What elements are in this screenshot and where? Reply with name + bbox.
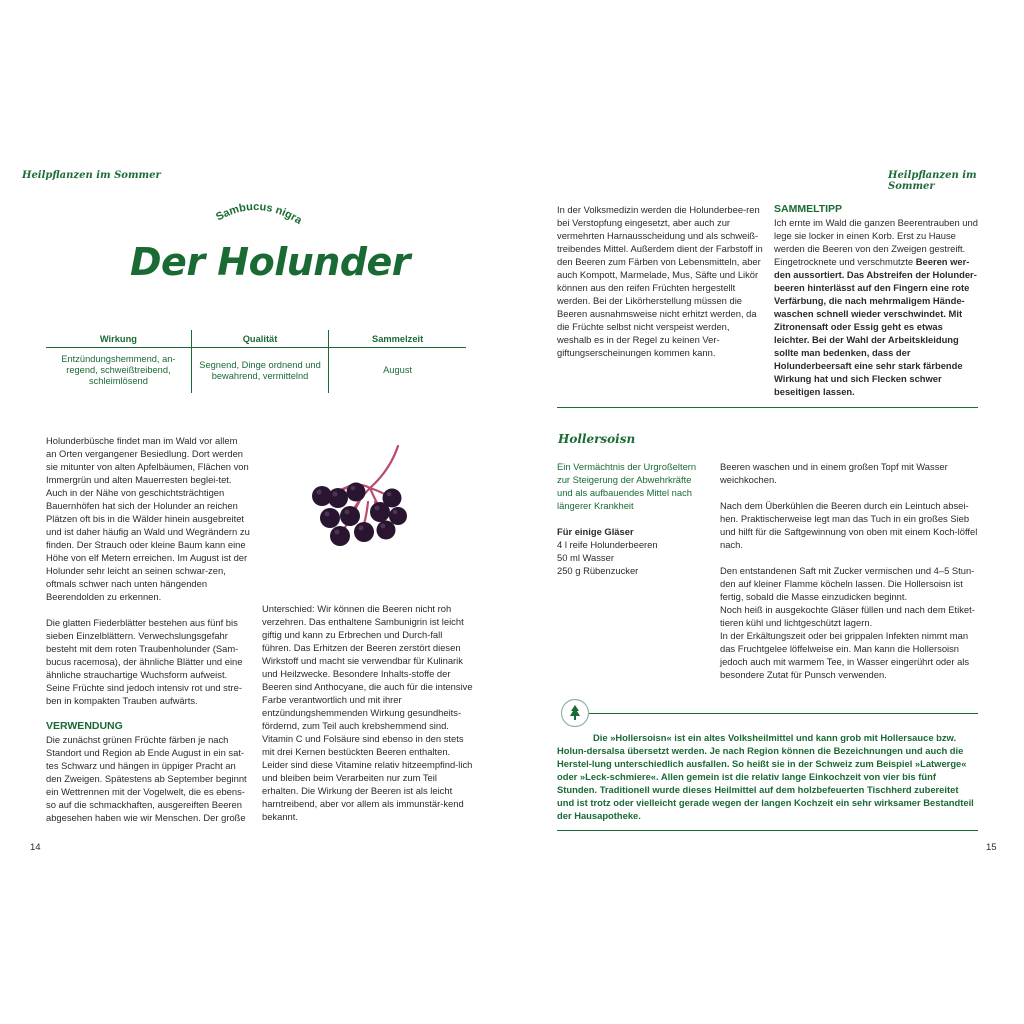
running-header-right: Heilpflanzen im Sommer	[888, 170, 977, 192]
paragraph: In der Volksmedizin werden die Holunderbee-ren bei Verstopfung eingesetzt, aber auch zur vermehrten Harnausscheidung und als schweiß-treibendes Mittel. Außerdem dient der Farbstoff in den Beeren zum Färben von Lebensmitteln, aber auch Kompott, Marmelade, Mus, Säfte und Likör können aus den reifen Früchten hergestellt werden. Bei der Likörherstellung müssen die Beeren ausnahmsweise nicht erhitzt werden, da die Früchte selbst nicht verspeist werden, weshalb es in der Regel zu keinen Ver-giftungserscheinungen kommen kann.	[557, 204, 763, 358]
recipe-step: Nach dem Überkühlen die Beeren durch ein Leintuch absei-hen. Praktischerweise legt man das Tuch in ein großes Sieb und hilft für die Saftgewinnung von oben mit einem Koch-löffel nach.	[720, 500, 978, 550]
page-number-left: 14	[30, 842, 41, 853]
paragraph: Unterschied: Wir können die Beeren nicht roh verzehren. Das enthaltene Sambunigrin ist leicht giftig und kann zu Erbrechen und Durch-fall führen. Das Erhitzen der Beeren zerstört diesen Wirkstoff und macht sie verwendbar für Kulinarik und Heilzwecke. Besondere Inhalts-stoffe der Beeren sind Anthocyane, die auch für die intensive Farbe verantwortlich und mit ihrer entzündungshemmenden Wirkung gesundheits-fördernd, zum Teil auch krebshemmend sind. Vitamin C und Folsäure sind ebenso in den stets mit drei Kernen bestückten Beeren enthalten. Leider sind diese Vitamine relativ hitzeempfind-lich und bleiben beim Verarbeiten nur zum Teil erhalten. Die Wirkung der Beeren ist als leicht harntreibend, aber vor allem als immunstär-kend bekannt.	[262, 603, 473, 822]
divider	[557, 407, 978, 408]
ingredients	[557, 525, 707, 577]
sammeltipp-box	[774, 203, 980, 398]
recipe-step: Den entstandenen Saft mit Zucker vermischen und 4–5 Stun-den auf kleiner Flamme köcheln lassen. Die Hollersoisn ist fertig, sobald die Masse einzudicken beginnt.	[720, 565, 975, 602]
note-text: Die »Hollersoisn« ist ein altes Volksheilmittel und kann grob mit Hollersauce bzw. Holun-dersalsa übersetzt werden. Je nach Region können die Bezeichnungen und auch die Herstel-lung unterschiedlich ausfallen. So heißt sie in der Schweiz zum Beispiel »Latwerge« oder »Leck-schmiere«. Allen gemein ist die relativ lange Einkochzeit von vier bis fünf Stunden. Traditionell wurde dieses Heilmittel auf dem holzbefeuerten Tischherd zubereitet und ist trotz oder vielleicht gerade wegen der langen Kochzeit ein sehr wirksamer Bestandteil der Hausapotheke.	[557, 732, 974, 821]
ingredient-item: 4 l reife Holunderbeeren	[557, 539, 658, 550]
paragraph: Die zunächst grünen Früchte färben je nach Standort und Region ab Ende August in ein sat-tes Schwarz und hängen in üppiger Pracht an den Zweigen. Spätestens ab September beginnt ein Wettrennen mit der Vogelwelt, die es ebens-so auf die schmackhaften, ausgereiften Beeren abgesehen haben wie wir Menschen. Der große	[46, 734, 247, 823]
section-heading-sammeltipp: SAMMELTIPP	[774, 203, 843, 215]
note-top-rule	[582, 713, 978, 714]
ingredient-item: 50 ml Wasser	[557, 552, 614, 563]
table-cell-sammelzeit: August	[329, 348, 466, 394]
info-table	[46, 330, 466, 393]
page-title: Der Holunder	[130, 240, 411, 284]
sammeltipp-text-bold: Beeren wer-den aussortiert. Das Abstreifen der Holunder-beeren hinterlässt auf den Fingern eine rote Verfärbung, die nach mehrmaligem Hände-waschen schnell wieder verschwindet. Mit Zitronensaft oder Essig geht es etwas leichter. Bei der Wahl der Arbeitskleidung sollte man bedenken, dass der Holunderbeersaft eine sehr stark färbende Wirkung hat und sich Flecken schwer beseitigen lassen.	[774, 256, 977, 397]
recipe-steps	[720, 460, 978, 681]
latin-name-arc	[205, 195, 305, 227]
elderberry-cluster-illustration	[300, 440, 420, 560]
section-heading-verwendung: VERWENDUNG	[46, 720, 123, 732]
table-header-sammelzeit: Sammelzeit	[329, 330, 466, 348]
ingredient-item: 250 g Rübenzucker	[557, 565, 639, 576]
ingredients-heading: Für einige Gläser	[557, 526, 634, 537]
recipe-intro: Ein Vermächtnis der Urgroßeltern zur Steigerung der Abwehrkräfte und als aufbauendes Mittel nach längerer Krankheit	[557, 461, 697, 511]
left-column-2	[262, 602, 474, 836]
recipe-step: Beeren waschen und in einem großen Topf mit Wasser weichkochen.	[720, 461, 948, 485]
table-cell-qualitaet: Segnend, Dinge ordnend und bewahrend, vermittelnd	[191, 348, 328, 394]
right-top-column-1	[557, 203, 763, 372]
running-header-left: Heilpflanzen im Sommer	[22, 170, 161, 181]
latin-name: Sambucus nigra	[214, 200, 304, 227]
recipe-step: Noch heiß in ausgekochte Gläser füllen und nach dem Etiket-tieren kühl und lichtgeschützt lagern.	[720, 604, 975, 628]
note-bottom-rule	[557, 830, 978, 831]
table-cell-wirkung: Entzündungshemmend, an- regend, schweißtreibend, schleimlösend	[61, 354, 176, 386]
sammeltipp-text: Ich ernte im Wald die ganzen Beerentrauben und lege sie locker in einen Korb. Erst zu Hause werden die Beeren von den Zweigen gestreift. Eingetrocknete und verschmutzte	[774, 217, 978, 267]
page-number-right: 15	[986, 842, 997, 853]
svg-text:Sambucus nigra	[214, 201, 304, 227]
table-header-qualitaet: Qualität	[191, 330, 328, 348]
paragraph: Die glatten Fiederblätter bestehen aus fünf bis sieben Einzelblättern. Verwechslungsgefahr besteht mit dem roten Traubenholunder (Sam-bucus racemosa), der ähnliche Blätter und eine ähnliche strauchartige Wuchsform aufweist. Seine Früchte sind jedoch intensiv rot und stre-ben in kompakten Trauben aufwärts.	[46, 617, 243, 706]
left-column-1	[46, 434, 250, 837]
table-header-wirkung: Wirkung	[46, 330, 191, 348]
recipe-step: In der Erkältungszeit oder bei grippalen Infekten nimmt man das Fruchtgelee löffelweise ein. Man kann die Hollersoisn jedoch auch mit warmem Tee, in Wasser eingerührt oder als besondere Zutat für Punsch verwenden.	[720, 630, 970, 680]
recipe-title: Hollersoisn	[558, 432, 636, 446]
paragraph: Holunderbüsche findet man im Wald vor allem an Orten vergangener Besiedlung. Dort werden sie mitunter von alten Apfelbäumen, Flächen von Immergrün und alten Mauerresten beglei-tet. Auch in der Nähe von geschichtsträchtigen Bauernhöfen hat sich der Holunder an reichen Plätzen oft bis in die Wälder hinein ausgebreitet und ist daher häufig an Wald und Wegrändern zu finden. Der Strauch oder kleine Baum kann eine Höhe von elf Metern erreichen. Im August ist der Holunder sehr leicht an seinen schwar-zen, oftmals schwer nach unten hängenden Beerendolden zu erkennen.	[46, 435, 250, 602]
tree-icon	[560, 698, 590, 728]
